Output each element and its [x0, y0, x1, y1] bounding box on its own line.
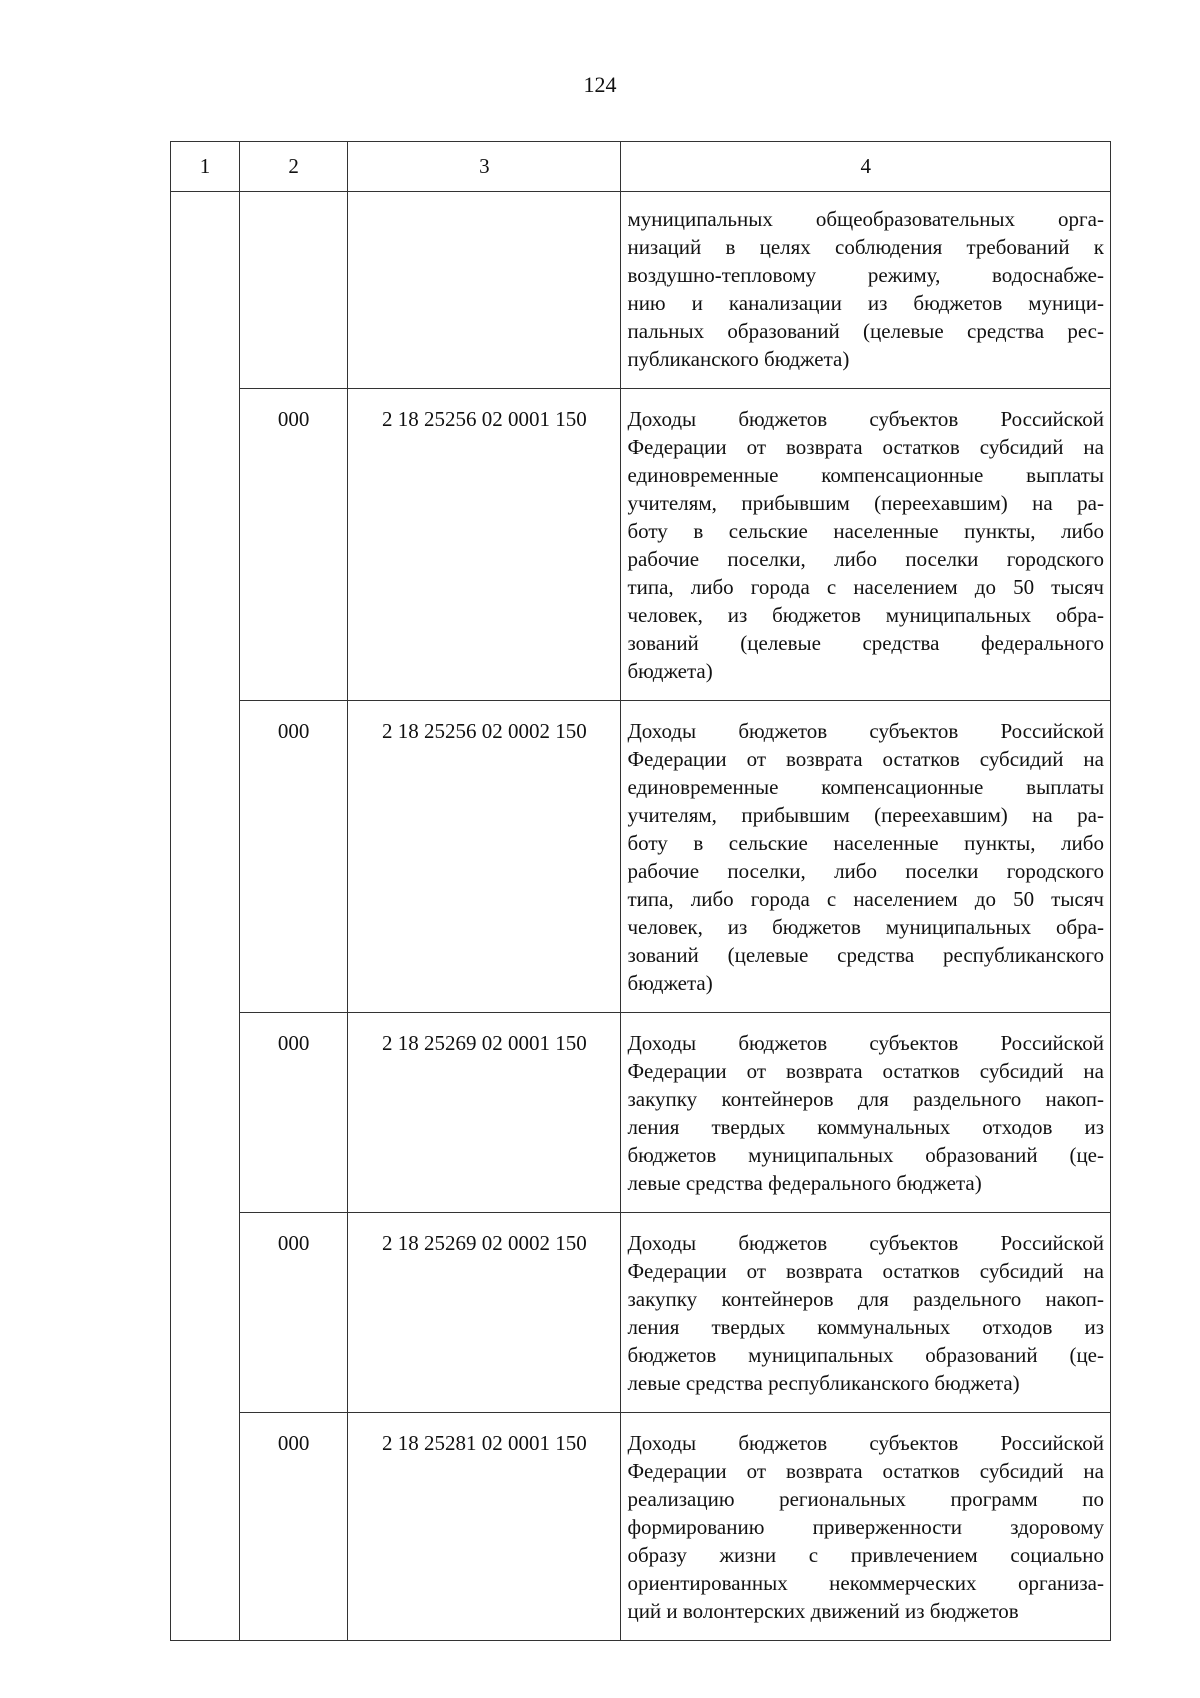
page-number: 124 [583, 72, 617, 97]
table-row [171, 1013, 1111, 1213]
description-line: Федерации от возврата остатков субсидий на [627, 1459, 1104, 1483]
description-line: реализацию региональных программ по [627, 1487, 1104, 1511]
description-cell [621, 701, 1111, 1013]
description-line: бюджета) [627, 971, 713, 995]
kbk-code-cell: 2 18 25281 02 0001 150 [348, 1413, 621, 1641]
description-cell [621, 192, 1111, 389]
description-line: бюджетов муниципальных образований (це- [627, 1143, 1104, 1167]
description-line: Доходы бюджетов субъектов Российской [627, 719, 1104, 743]
description-line: человек, из бюджетов муниципальных обра- [627, 915, 1104, 939]
description-line: левые средства федерального бюджета) [627, 1171, 982, 1195]
description-line: закупку контейнеров для раздельного накоп- [627, 1087, 1104, 1111]
description-line: образу жизни с привлечением социально [627, 1543, 1104, 1567]
description-line: рабочие поселки, либо поселки городского [627, 859, 1104, 883]
header-col-1: 1 [171, 142, 240, 192]
description-line: низаций в целях соблюдения требований к [627, 235, 1104, 259]
description-line: учителям, прибывшим (переехавшим) на ра- [627, 491, 1104, 515]
description-line: муниципальных общеобразовательных орга- [627, 207, 1104, 231]
header-col-2: 2 [240, 142, 348, 192]
admin-code-cell: 000 [240, 1213, 348, 1413]
description-line: единовременные компенсационные выплаты [627, 775, 1104, 799]
table-header-row [171, 142, 1111, 192]
description-line: нию и канализации из бюджетов муници- [627, 291, 1104, 315]
description-line: воздушно-тепловому режиму, водоснабже- [627, 263, 1104, 287]
description-cell [621, 1413, 1111, 1641]
table-row-continuation [171, 192, 1111, 389]
admin-code-cell: 000 [240, 1013, 348, 1213]
table-row [171, 1413, 1111, 1641]
admin-code-cell [240, 192, 348, 389]
description-line: единовременные компенсационные выплаты [627, 463, 1104, 487]
description-line: бюджетов муниципальных образований (це- [627, 1343, 1104, 1367]
table-row [171, 389, 1111, 701]
description-line: учителям, прибывшим (переехавшим) на ра- [627, 803, 1104, 827]
description-line: зований (целевые средства федерального [627, 631, 1104, 655]
description-line: ориентированных некоммерческих организа- [627, 1571, 1104, 1595]
description-line: боту в сельские населенные пункты, либо [627, 831, 1104, 855]
description-line: типа, либо города с населением до 50 тысяч [627, 575, 1104, 599]
description-line: публиканского бюджета) [627, 347, 850, 371]
header-col-4: 4 [621, 142, 1111, 192]
description-cell [621, 389, 1111, 701]
description-line: закупку контейнеров для раздельного накоп- [627, 1287, 1104, 1311]
kbk-code-cell: 2 18 25269 02 0002 150 [348, 1213, 621, 1413]
description-line: левые средства республиканского бюджета) [627, 1371, 1020, 1395]
kbk-code-cell: 2 18 25256 02 0002 150 [348, 701, 621, 1013]
description-line: боту в сельские населенные пункты, либо [627, 519, 1104, 543]
admin-code-cell: 000 [240, 389, 348, 701]
description-line: Федерации от возврата остатков субсидий на [627, 1259, 1104, 1283]
description-line: Федерации от возврата остатков субсидий на [627, 1059, 1104, 1083]
description-line: зований (целевые средства республиканского [627, 943, 1104, 967]
description-line: типа, либо города с населением до 50 тысяч [627, 887, 1104, 911]
kbk-code-cell: 2 18 25256 02 0001 150 [348, 389, 621, 701]
admin-code-cell: 000 [240, 1413, 348, 1641]
admin-code-cell: 000 [240, 701, 348, 1013]
header-col-3: 3 [348, 142, 621, 192]
description-line: Доходы бюджетов субъектов Российской [627, 1231, 1104, 1255]
description-line: Федерации от возврата остатков субсидий на [627, 747, 1104, 771]
description-cell [621, 1013, 1111, 1213]
description-line: Федерации от возврата остатков субсидий на [627, 435, 1104, 459]
description-line: Доходы бюджетов субъектов Российской [627, 1031, 1104, 1055]
description-line: рабочие поселки, либо поселки городского [627, 547, 1104, 571]
description-line: ления твердых коммунальных отходов из [627, 1315, 1104, 1339]
kbk-code-cell: 2 18 25269 02 0001 150 [348, 1013, 621, 1213]
table-body [171, 192, 1111, 1641]
description-line: Доходы бюджетов субъектов Российской [627, 407, 1104, 431]
description-line: человек, из бюджетов муниципальных обра- [627, 603, 1104, 627]
table-row [171, 701, 1111, 1013]
col1-empty-cell [171, 192, 240, 1641]
budget-revenue-table [170, 141, 1111, 1641]
description-line: пальных образований (целевые средства рес- [627, 319, 1104, 343]
description-line: ций и волонтерских движений из бюджетов [627, 1599, 1019, 1623]
table-row [171, 1213, 1111, 1413]
description-line: формированию приверженности здоровому [627, 1515, 1104, 1539]
description-line: Доходы бюджетов субъектов Российской [627, 1431, 1104, 1455]
description-line: бюджета) [627, 659, 713, 683]
kbk-code-cell [348, 192, 621, 389]
description-line: ления твердых коммунальных отходов из [627, 1115, 1104, 1139]
description-cell [621, 1213, 1111, 1413]
